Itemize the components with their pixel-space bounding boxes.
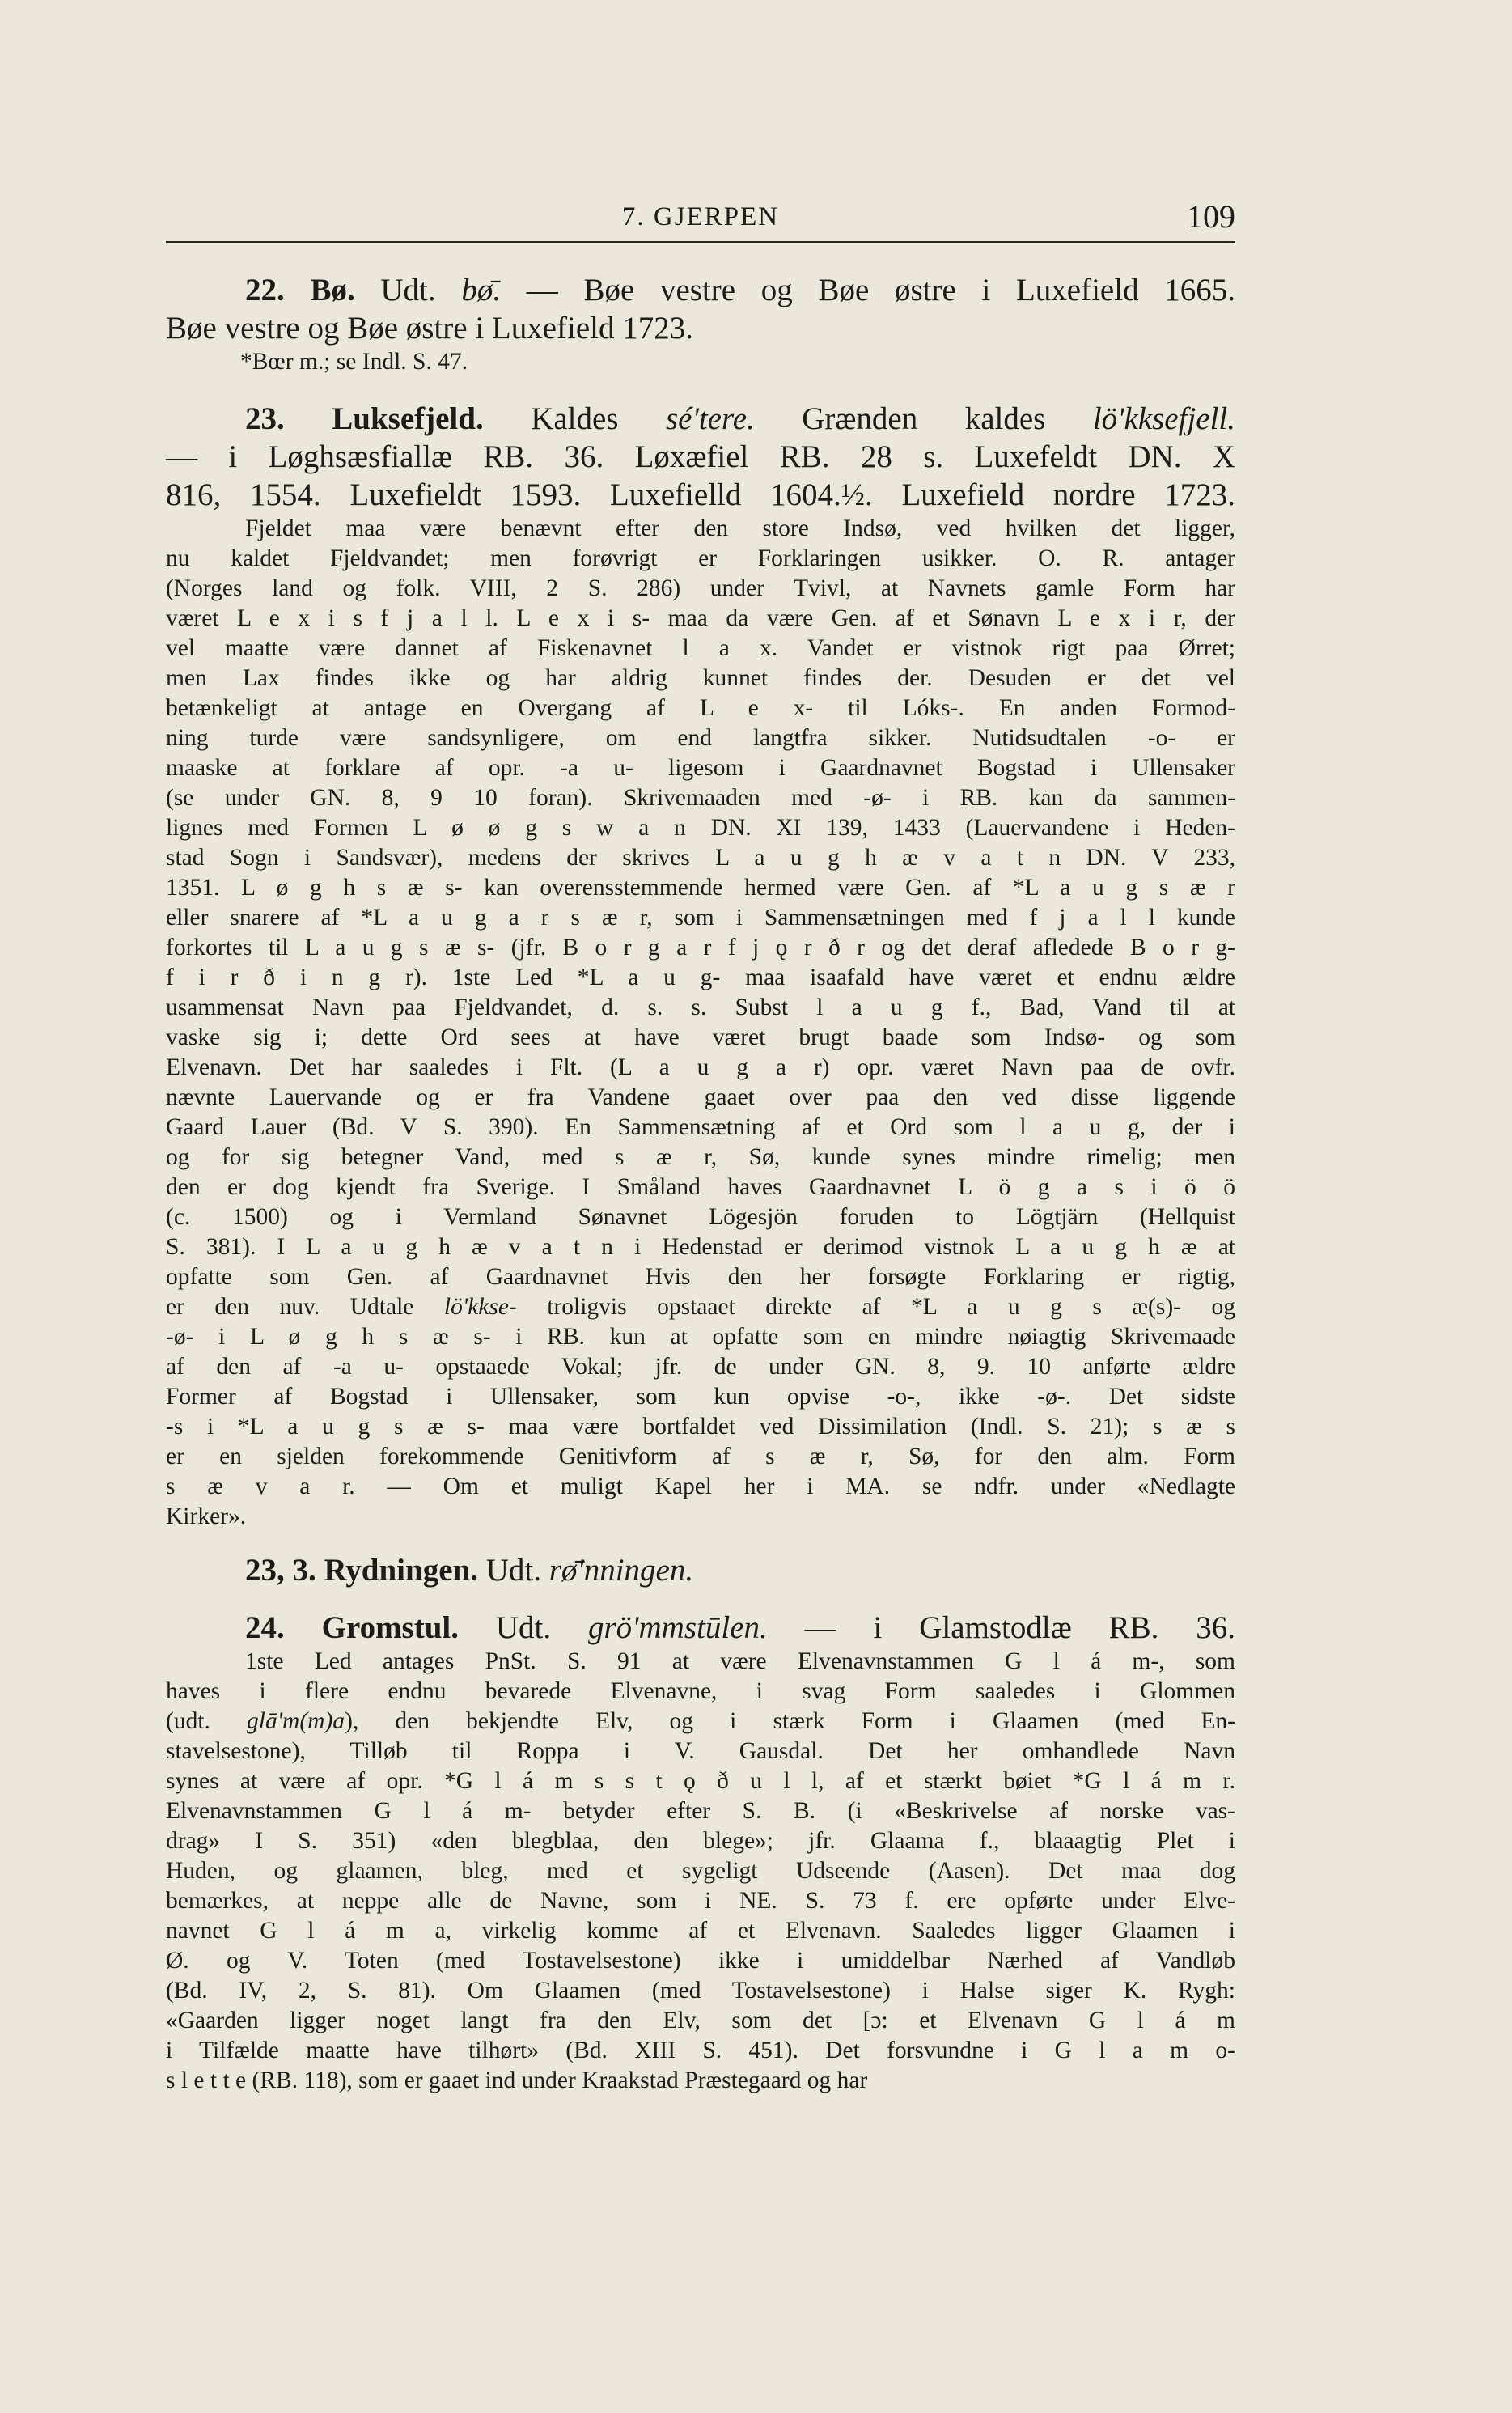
text-line	[166, 1502, 1235, 1532]
text-line	[166, 2006, 1235, 2036]
text-run: Udt.	[459, 1610, 588, 1645]
text-run: *Bœr m.; se Indl. S. 47.	[240, 349, 468, 375]
text-line	[166, 1412, 1235, 1442]
pronunciation: glā'm(m)a	[247, 1708, 345, 1734]
text-line	[166, 933, 1235, 963]
text-line	[166, 2036, 1235, 2066]
entry-heading: Luksefjeld.	[332, 401, 484, 436]
page-number: 109	[1187, 198, 1235, 235]
text-run	[285, 401, 332, 436]
text-line	[166, 1382, 1235, 1412]
text-run: er en sjelden forekommende Genitivform af s æ r, Sø, for den alm. Form	[166, 1444, 1235, 1469]
text-line	[166, 438, 1235, 476]
pronunciation: rø̄'nningen.	[548, 1553, 694, 1588]
text-line	[166, 514, 1235, 544]
text-run: S. 381). I L a u g h æ v a t n i Hedenstad er derimod vistnok L a u g h æ at	[166, 1234, 1235, 1260]
text-line	[166, 309, 1235, 347]
text-line	[166, 873, 1235, 903]
text-run: s l e t t e (RB. 118), som er gaaet ind under Kraakstad Præstegaard og har	[166, 2067, 868, 2093]
text-run: af den af -a u- opstaaede Vokal; jfr. de under GN. 8, 9. 10 anførte ældre	[166, 1354, 1235, 1380]
text-line	[166, 993, 1235, 1023]
text-line	[166, 1916, 1235, 1946]
text-run: lignes med Formen L ø ø g s w a n DN. XI 139, 1433 (Lauervandene i Heden-	[166, 815, 1235, 841]
text-line	[166, 634, 1235, 664]
text-run: Grænden kaldes	[754, 401, 1093, 436]
text-line	[166, 2066, 1235, 2096]
text-run: Ø. og V. Toten (med Tostavelsestone) ikke i umiddelbar Nærhed af Vandløb	[166, 1948, 1235, 1974]
text-line	[166, 693, 1235, 723]
text-line	[166, 574, 1235, 604]
entry	[166, 1609, 1235, 2096]
text-run: haves i flere endnu bevarede Elvenavne, i svag Form saaledes i Glommen	[166, 1678, 1235, 1704]
text-run: drag» I S. 351) «den blegblaa, den blege»; jfr. Glaama f., blaaagtig Plet i	[166, 1828, 1235, 1854]
text-line	[166, 1083, 1235, 1113]
text-run: eller snarere af *L a u g a r s æ r, som i Sammensætningen med f j a l l kunde	[166, 905, 1235, 931]
text-run: er den nuv. Udtale	[166, 1294, 444, 1320]
text-run: f i r ð i n g r). 1ste Led *L a u g- maa isaafald have været et endnu ældre	[166, 965, 1235, 990]
text-run: Udt.	[477, 1553, 549, 1588]
text-line	[166, 1143, 1235, 1173]
text-run: Elvenavnstammen G l á m- betyder efter S. B. (i «Beskrivelse af norske vas-	[166, 1798, 1235, 1824]
entry-heading: 24.	[245, 1610, 285, 1645]
text-line	[166, 347, 1235, 377]
text-line	[166, 1677, 1235, 1707]
text-run: Gaard Lauer (Bd. V S. 390). En Sammensætning af et Ord som l a u g, der i	[166, 1114, 1235, 1140]
text-line	[166, 476, 1235, 514]
text-run: ning turde være sandsynligere, om end langtfra sikker. Nutidsudtalen -o- er	[166, 725, 1235, 751]
text-run: troligvis opstaaet direkte af *L a u g s æ(s)- og	[516, 1294, 1236, 1320]
text-run: forkortes til L a u g s æ s- (jfr. B o r g a r f j ǫ r ð r og det deraf afledede B o r g-	[166, 935, 1235, 961]
text-run: bemærkes, at neppe alle de Navne, som i NE. S. 73 f. ere opførte under Elve-	[166, 1888, 1235, 1914]
text-line	[166, 1856, 1235, 1886]
text-run: opfatte som Gen. af Gaardnavnet Hvis den her forsøgte Forklaring er rigtig,	[166, 1264, 1235, 1290]
text-run: Kirker».	[166, 1503, 247, 1529]
text-line	[166, 1647, 1235, 1677]
text-run: usammensat Navn paa Fjeldvandet, d. s. s. Subst l a u g f., Bad, Vand til at	[166, 994, 1235, 1020]
entry	[166, 1551, 1235, 1589]
text-line	[166, 843, 1235, 873]
text-line	[166, 400, 1235, 438]
text-run	[285, 1610, 322, 1645]
text-run: den er dog kjendt fra Sverige. I Småland haves Gaardnavnet L ö g a s i ö ö	[166, 1174, 1235, 1200]
text-run: (Bd. IV, 2, S. 81). Om Glaamen (med Tostavelsestone) i Halse siger K. Rygh:	[166, 1978, 1235, 2004]
text-run: betænkeligt at antage en Overgang af L e x- til Lóks-. En anden Formod-	[166, 695, 1235, 721]
pronunciation: lö'kkse-	[443, 1294, 517, 1320]
text-line	[166, 1976, 1235, 2006]
text-line	[166, 544, 1235, 574]
entry-heading: 23, 3.	[245, 1553, 316, 1588]
text-line	[166, 903, 1235, 933]
text-run: «Gaarden ligger noget langt fra den Elv, som det [ɔ: et Elvenavn G l á m	[166, 2008, 1235, 2033]
text-line	[166, 1886, 1235, 1916]
text-line	[166, 1053, 1235, 1083]
text-run: 816, 1554. Luxefieldt 1593. Luxefielld 1604.½. Luxefield nordre 1723.	[166, 477, 1235, 512]
entry-heading: Gromstul.	[321, 1610, 459, 1645]
text-run: og for sig betegner Vand, med s æ r, Sø, kunde synes mindre rimelig; men	[166, 1144, 1235, 1170]
text-line	[166, 723, 1235, 753]
text-run: s æ v a r. — Om et muligt Kapel her i MA. se ndfr. under «Nedlagte	[166, 1474, 1235, 1499]
text-run	[285, 273, 311, 307]
text-line	[166, 604, 1235, 634]
entry	[166, 271, 1235, 377]
text-line	[166, 1023, 1235, 1053]
body-text	[166, 271, 1235, 2096]
text-run: (c. 1500) og i Vermland Sønavnet Lögesjön foruden to Lögtjärn (Hellquist	[166, 1204, 1235, 1230]
pronunciation: lö'kksefjell.	[1092, 401, 1236, 436]
text-run: Udt.	[354, 273, 462, 307]
pronunciation: bø̄.	[461, 273, 502, 307]
text-line	[166, 1946, 1235, 1976]
text-line	[166, 813, 1235, 843]
text-run: Bøe vestre og Bøe østre i Luxefield 1723.	[166, 311, 694, 346]
text-line	[166, 1262, 1235, 1292]
entry-heading: 23.	[245, 401, 285, 436]
text-run: Former af Bogstad i Ullensaker, som kun opvise -o-, ikke -ø-. Det sidste	[166, 1384, 1235, 1410]
text-run: stavelsestone), Tilløb til Roppa i V. Gausdal. Det her omhandlede Navn	[166, 1738, 1235, 1764]
text-line	[166, 963, 1235, 993]
text-run: været L e x i s f j a l l. L e x i s- maa da være Gen. af et Sønavn L e x i r, der	[166, 605, 1235, 631]
page-header	[166, 193, 1235, 243]
text-run: vaske sig i; dette Ord sees at have været brugt baade som Indsø- og som	[166, 1024, 1235, 1050]
text-run: Kaldes	[483, 401, 666, 436]
text-line	[166, 1796, 1235, 1826]
text-run: — i Løghsæsfiallæ RB. 36. Løxæfiel RB. 28 s. Luxefeldt DN. X	[166, 439, 1235, 474]
text-line	[166, 271, 1235, 309]
text-run: Huden, og glaamen, bleg, med et sygeligt Udseende (Aasen). Det maa dog	[166, 1858, 1235, 1884]
text-line	[166, 1232, 1235, 1262]
text-run: stad Sogn i Sandsvær), medens der skrives L a u g h æ v a t n DN. V 233,	[166, 845, 1235, 871]
text-line	[166, 1609, 1235, 1647]
entry-heading: 22.	[245, 273, 285, 307]
text-line	[166, 1472, 1235, 1502]
text-run: maaske at forklare af opr. -a u- ligesom i Gaardnavnet Bogstad i Ullensaker	[166, 755, 1235, 781]
text-run: i Tilfælde maatte have tilhørt» (Bd. XIII S. 451). Det forsvundne i G l a m o-	[166, 2038, 1235, 2063]
text-run: -s i *L a u g s æ s- maa være bortfaldet ved Dissimilation (Indl. S. 21); s æ s	[166, 1414, 1235, 1440]
entry	[166, 400, 1235, 1532]
text-line	[166, 1737, 1235, 1766]
text-run: synes at være af opr. *G l á m s s t ǫ ð u l l, af et stærkt bøiet *G l á m r.	[166, 1768, 1235, 1794]
text-line	[166, 664, 1235, 693]
text-line	[166, 753, 1235, 783]
text-run: -ø- i L ø g h s æ s- i RB. kun at opfatte som en mindre nøiagtig Skrivemaade	[166, 1324, 1235, 1350]
text-run: 1351. L ø g h s æ s- kan overensstemmende hermed være Gen. af *L a u g s æ r	[166, 875, 1235, 901]
text-line	[166, 1826, 1235, 1856]
text-line	[166, 1442, 1235, 1472]
entry-heading: Rydningen.	[324, 1553, 478, 1588]
text-run: men Lax findes ikke og har aldrig kunnet findes der. Desuden er det vel	[166, 665, 1235, 691]
text-run: (udt.	[166, 1708, 248, 1734]
pronunciation: sé'tere.	[665, 401, 755, 436]
text-run: Fjeldet maa være benævnt efter den store Indsø, ved hvilken det ligger,	[245, 515, 1235, 541]
text-line	[166, 1322, 1235, 1352]
text-run: — i Glamstodlæ RB. 36.	[767, 1610, 1235, 1645]
text-run: navnet G l á m a, virkelig komme af et Elvenavn. Saaledes ligger Glaamen i	[166, 1918, 1235, 1944]
text-run: (se under GN. 8, 9 10 foran). Skrivemaaden med -ø- i RB. kan da sammen-	[166, 785, 1235, 811]
entry-heading: Bø.	[310, 273, 355, 307]
text-line	[166, 1113, 1235, 1143]
text-run: ), den bekjendte Elv, og i stærk Form i Glaamen (med En-	[345, 1708, 1235, 1734]
text-line	[166, 783, 1235, 813]
text-run: 1ste Led antages PnSt. S. 91 at være Elvenavnstammen G l á m-, som	[245, 1648, 1235, 1674]
pronunciation: grö'mmstūlen.	[588, 1610, 768, 1645]
running-title: 7. GJERPEN	[621, 202, 780, 231]
text-run: (Norges land og folk. VIII, 2 S. 286) under Tvivl, at Navnets gamle Form har	[166, 575, 1235, 601]
text-line	[166, 1202, 1235, 1232]
text-run: Elvenavn. Det har saaledes i Flt. (L a u g a r) opr. været Navn paa de ovfr.	[166, 1054, 1235, 1080]
text-line	[166, 1766, 1235, 1796]
text-line	[166, 1551, 1235, 1589]
text-run: nu kaldet Fjeldvandet; men forøvrigt er Forklaringen usikker. O. R. antager	[166, 545, 1235, 571]
text-run: nævnte Lauervande og er fra Vandene gaaet over paa den ved disse liggende	[166, 1084, 1235, 1110]
text-run: — Bøe vestre og Bøe østre i Luxefield 1665.	[501, 273, 1236, 307]
text-run: vel maatte være dannet af Fiskenavnet l a x. Vandet er vistnok rigt paa Ørret;	[166, 635, 1235, 661]
text-run	[316, 1553, 324, 1588]
text-line	[166, 1173, 1235, 1202]
text-line	[166, 1707, 1235, 1737]
text-line	[166, 1292, 1235, 1322]
text-line	[166, 1352, 1235, 1382]
